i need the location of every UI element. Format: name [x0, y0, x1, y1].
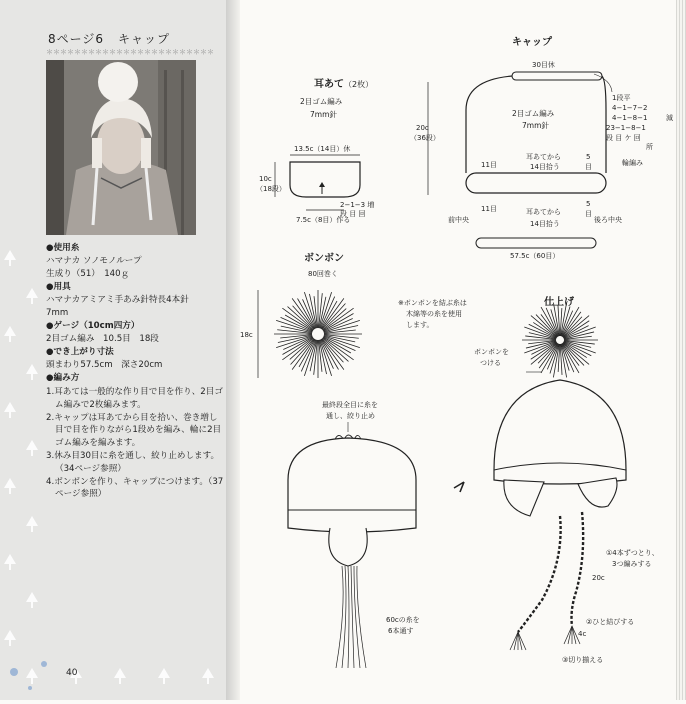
braid-tail-strand — [518, 632, 526, 650]
cap-stitch: 2目ゴム編み — [512, 109, 555, 118]
earflap-bottom-label: 7.5c（8目）作る — [296, 216, 351, 224]
tree-motif — [114, 668, 126, 684]
model-photo — [46, 60, 196, 235]
method-step: 3.休み目30目に糸を通し、絞り止めします。（34ページ参照） — [46, 450, 220, 474]
tree-motif — [4, 250, 16, 266]
page-number: 40 — [66, 668, 78, 678]
tree-motif — [158, 668, 170, 684]
earflap-shape — [290, 162, 360, 197]
braid-tail-strand — [510, 632, 518, 650]
cap-dec-3: 4−1−8−1 — [612, 114, 648, 122]
gather-diagram — [288, 400, 420, 668]
cap-five-a2: 目 — [585, 163, 592, 171]
yarn-amount: 生成り（51） 140ｇ — [46, 269, 130, 279]
diagram-panel — [226, 0, 686, 700]
tree-motif — [4, 402, 16, 418]
right-braid — [572, 512, 584, 626]
pompom-size: 18c — [240, 331, 253, 339]
cap-five-b: 5 — [586, 200, 591, 208]
cap-needle: 7mm針 — [522, 121, 549, 130]
earflap-top-label: 13.5c（14目）休 — [294, 145, 351, 153]
earflap-diagram — [256, 77, 374, 224]
tie-strand — [351, 566, 354, 668]
tree-motif — [4, 630, 16, 646]
gauge-value: 2目ゴム編み 10.5目 18段 — [46, 334, 159, 344]
pompom-note-2: 木綿等の糸を使用 — [406, 310, 462, 318]
tree-motif — [26, 440, 38, 456]
finish-title: 仕上げ — [544, 297, 574, 308]
cap-pickup-bottom: 耳あてから — [526, 208, 561, 216]
pompom-title: ボンボン — [304, 253, 344, 264]
braid-tail-strand — [518, 632, 522, 650]
braid-tail-strand — [568, 626, 572, 644]
photo-illustration — [46, 60, 196, 235]
earflap-stitch: 2目ゴム編み — [300, 97, 343, 106]
tree-motif — [4, 326, 16, 342]
left-braid — [518, 516, 561, 632]
knot-label: ②ひと結びする — [586, 618, 635, 626]
pompom-rays — [274, 290, 362, 378]
page-reference: 8ページ6 — [48, 32, 105, 46]
earflap-increase-a: 2−1−3 増 — [340, 201, 375, 209]
page-title — [48, 30, 170, 47]
earflap-count: （2枚） — [344, 80, 374, 89]
earflap-height-rows: （18段） — [256, 185, 286, 193]
gather-label-1: 最終段全目に糸を — [322, 401, 378, 409]
cap-dec-4: 23−1−8−1 — [606, 124, 646, 132]
braid-label-1: ①4本ずつとり、 — [606, 549, 659, 557]
cap-dec-label: 減 — [666, 114, 673, 122]
size-value: 頭まわり57.5cm 深さ20cm — [46, 360, 163, 370]
left-panel — [0, 0, 226, 700]
pompom-wraps: 80回巻く — [308, 270, 338, 278]
gauge-heading: ● ゲージ（10cm四方） — [46, 320, 224, 333]
tools-value: ハマナカアミアミ手あみ針特長4本針 — [46, 295, 189, 305]
page-edge — [676, 0, 686, 700]
cap-dec-1: 1段平 — [612, 94, 631, 102]
size-heading: ● でき上がり寸法 — [46, 346, 224, 359]
tree-motif — [202, 668, 214, 684]
tree-motif — [4, 478, 16, 494]
tie-strands — [336, 566, 366, 668]
cap-circumference: 57.5c（60目） — [510, 252, 560, 260]
braid-length: 20c — [592, 574, 605, 582]
arrow-up-icon — [319, 182, 325, 187]
pompom-strand — [550, 344, 559, 374]
tree-motif — [26, 592, 38, 608]
attach-pompom-1: ボンボンを — [474, 348, 509, 356]
method-step: 1.耳あては一般的な作り目で目を作り、2目ゴム編みで2枚編みます。 — [46, 387, 223, 410]
arrow-right-icon — [454, 482, 464, 492]
tree-motif — [26, 516, 38, 532]
yarn-heading: ● 使用糸 — [46, 242, 224, 255]
tie-strand — [348, 566, 349, 668]
pompom-note-1: ※ボンボンを結ぶ糸は — [398, 299, 467, 307]
cap-left-top: 11目 — [481, 161, 497, 169]
pompom-note-3: します。 — [406, 321, 434, 329]
method-steps — [46, 386, 224, 501]
braid-tails — [510, 626, 580, 650]
cap-pickup-top2: 14目拾う — [530, 163, 560, 171]
cap-dec-2: 4−1−7−2 — [612, 104, 648, 112]
method-heading: ● 編み方 — [46, 372, 224, 385]
cap-front-center: 前中央 — [448, 216, 469, 224]
braid-tail-strand — [514, 632, 518, 650]
cap-top-band — [512, 72, 602, 80]
pompom-strand — [561, 344, 569, 371]
tail-length: 4c — [578, 630, 587, 638]
tools-heading: ● 用具 — [46, 281, 224, 294]
cap-diagram — [410, 35, 673, 260]
tools-size: 7mm — [46, 308, 69, 318]
cap-dec-5: 段 目 ケ 回 — [606, 134, 641, 142]
gather-label-2: 通し、絞り止め — [326, 412, 375, 420]
earflap-title: 耳あて — [314, 79, 344, 90]
final-pompom-rays — [522, 303, 598, 378]
cap-five-b2: 目 — [585, 210, 592, 218]
method-step: 2.キャップは耳あてから目を拾い、巻き増し目で目を作りながら1段めを編み、輪に2目ゴム編みを編みます。 — [46, 412, 222, 449]
cap-dec-6: 所 — [646, 143, 653, 151]
yarn-name: ハマナカ ソノモノループ — [46, 256, 142, 266]
cap-round-label: 輪編み — [622, 159, 643, 167]
attach-pompom-2: つける — [480, 359, 501, 367]
earflap-height: 10c — [259, 175, 272, 183]
cap-brim-band — [466, 173, 606, 193]
item-title: キャップ — [118, 32, 171, 46]
ties-label-1: 60cの糸を — [386, 616, 420, 624]
pompom-strand — [551, 309, 559, 336]
cap-circumference-band — [476, 238, 596, 248]
tree-motif — [26, 364, 38, 380]
trim-label: ③切り揃える — [562, 656, 604, 664]
earflap-flat — [329, 528, 367, 566]
final-hat-diagram — [474, 295, 659, 664]
method-step: 4.ボンボンを作り、キャップにつけます。（37ページ参照） — [46, 476, 224, 500]
cap-pickup-bottom2: 14目拾う — [530, 220, 560, 228]
pattern-info — [46, 242, 224, 501]
tree-motif — [26, 288, 38, 304]
hat-left-flap — [504, 480, 544, 516]
cap-left-bottom: 11目 — [481, 205, 497, 213]
tree-motif — [26, 668, 38, 684]
cap-height: 20c — [416, 124, 429, 132]
braid-label-2: 3つ編みする — [612, 560, 652, 568]
hat-crown — [494, 380, 626, 484]
cap-five-a: 5 — [586, 153, 591, 161]
cap-flat — [288, 438, 416, 532]
cap-height-rows: （36段） — [410, 134, 440, 142]
pompom-strand — [561, 306, 570, 336]
cap-back-center: 後ろ中央 — [594, 216, 622, 224]
cap-title: キャップ — [512, 37, 552, 48]
tree-motif — [4, 554, 16, 570]
knitting-diagrams — [226, 0, 686, 700]
earflap-increase-b: 段 目 回 — [340, 210, 366, 218]
earflap-needle: 7mm針 — [310, 110, 337, 119]
braid-tail-strand — [564, 626, 572, 644]
cap-top-rest: 30目休 — [532, 61, 555, 69]
star-divider: ＊＊＊＊＊＊＊＊＊＊＊＊＊＊＊＊＊＊＊＊＊＊＊＊ — [46, 48, 214, 56]
braid-tail-strand — [572, 626, 576, 644]
ties-label-2: 6本通す — [388, 627, 414, 635]
pompom-diagram — [240, 252, 467, 378]
cap-pickup-top: 耳あてから — [526, 153, 561, 161]
tie-strand — [336, 566, 343, 668]
